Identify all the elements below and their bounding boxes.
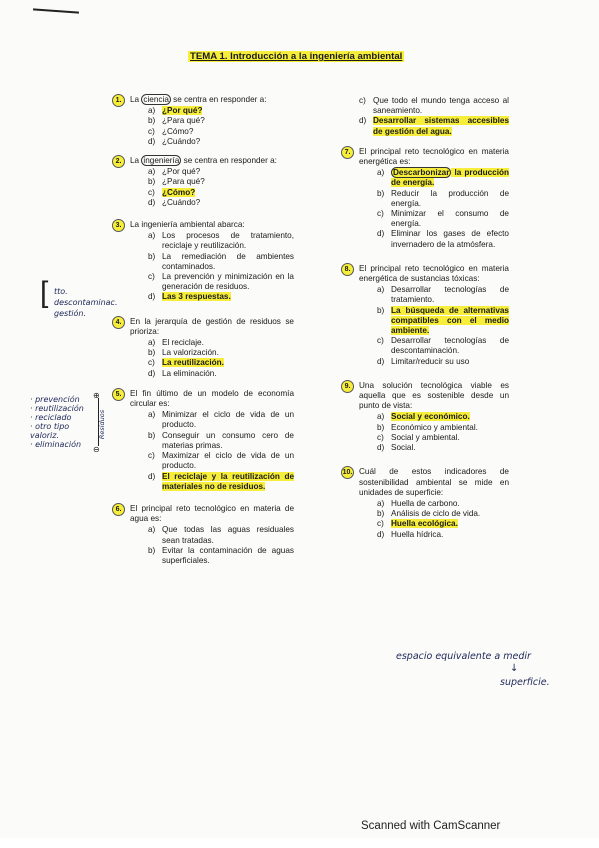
question-number: 10.	[341, 466, 354, 479]
option-item	[148, 369, 294, 379]
option-text	[391, 443, 509, 453]
option-text	[162, 410, 294, 430]
option-text-value: Minimizar el ciclo de vida de un producto.	[162, 410, 294, 430]
option-text-value: Conseguir un consumo cero de materias primas.	[162, 430, 294, 450]
option-text	[162, 348, 294, 358]
option-letter: c)	[148, 358, 155, 368]
option-text	[391, 519, 509, 529]
handwritten-note-q4-6: · eliminación	[30, 440, 82, 449]
question-text	[130, 317, 294, 337]
option-item	[377, 433, 509, 443]
circled-word: ingeniería	[143, 156, 180, 166]
option-text-value: La reutilización.	[162, 358, 224, 368]
pen-mark	[33, 8, 79, 13]
option-text-value: Las 3 respuestas.	[162, 292, 231, 302]
handwritten-note-q10-2: superficie.	[500, 677, 550, 688]
option-text	[162, 358, 294, 368]
option-item	[148, 167, 294, 177]
option-text-value: ¿Cómo?	[162, 187, 196, 197]
option-letter: a)	[377, 285, 385, 295]
option-text-value: Huella de carbono.	[391, 498, 460, 508]
question-text-before: El principal reto tecnológico en materia de agua es:	[130, 503, 294, 524]
options-list	[130, 338, 294, 379]
option-letter: a)	[148, 106, 156, 116]
handwritten-note-q4-5: valoriz.	[30, 431, 60, 440]
option-letter: a)	[377, 498, 385, 508]
option-letter: d)	[148, 471, 156, 481]
option-item	[377, 443, 509, 453]
option-text	[391, 336, 509, 356]
option-text	[162, 451, 294, 471]
option-letter: b)	[148, 177, 156, 187]
question-6-continuation	[341, 96, 509, 137]
option-item	[148, 188, 294, 198]
question-text	[130, 504, 294, 524]
options-list	[359, 412, 509, 453]
option-text	[391, 357, 509, 367]
question-number: 3.	[112, 219, 125, 232]
option-text-value: Que todas las aguas residuales sean tratadas.	[162, 525, 294, 545]
option-item	[377, 306, 509, 337]
option-item	[148, 338, 294, 348]
option-text	[162, 292, 294, 302]
option-item	[148, 451, 294, 471]
option-letter: a)	[377, 412, 385, 422]
option-text-value: Desarrollar tecnologías de descontaminación.	[391, 336, 509, 356]
option-text	[162, 198, 294, 208]
option-text	[162, 472, 294, 492]
handwritten-note-q3-2: descontaminac.	[54, 298, 118, 307]
option-item	[377, 357, 509, 367]
question-text	[130, 389, 294, 409]
option-text-value: ¿Para qué?	[162, 177, 205, 187]
question-item	[112, 220, 294, 303]
option-item	[148, 292, 294, 302]
option-letter: b)	[377, 305, 385, 315]
scanner-watermark: Scanned with CamScanner	[361, 820, 501, 832]
question-item	[112, 95, 294, 147]
options-list	[359, 285, 509, 367]
option-item	[148, 116, 294, 126]
handwritten-note-q4-2: · reutilización	[30, 404, 84, 413]
option-text-rest: la producción de energía.	[391, 168, 509, 188]
option-letter: b)	[377, 509, 385, 519]
option-text	[162, 546, 294, 566]
option-letter: d)	[377, 356, 385, 366]
option-letter: c)	[359, 96, 366, 105]
option-item	[148, 252, 294, 272]
option-text-value: Maximizar el ciclo de vida de un producto.	[162, 451, 294, 471]
option-letter: d)	[148, 136, 156, 146]
option-text-value: La prevención y minimización en la generación de residuos.	[162, 272, 294, 292]
options-list	[130, 231, 294, 302]
options-list	[359, 499, 509, 540]
option-item	[148, 198, 294, 208]
option-text	[391, 530, 509, 540]
option-item	[148, 272, 294, 292]
option-text	[391, 189, 509, 209]
options-list	[130, 106, 294, 147]
options-list	[130, 525, 294, 566]
option-text	[162, 338, 294, 348]
option-text-value: Eliminar los gases de efecto invernadero de la atmósfera.	[391, 229, 509, 249]
option-text-value: La eliminación.	[162, 368, 217, 378]
option-text	[162, 177, 294, 187]
option-text-value: Análisis de ciclo de vida.	[391, 509, 481, 519]
option-text-value: Social.	[391, 443, 416, 453]
question-text-before: En la jerarquía de gestión de residuos se prioriza:	[130, 316, 294, 336]
option-item	[359, 116, 509, 136]
circled-word: Descarbonizar	[393, 168, 450, 178]
option-item	[148, 546, 294, 566]
plus-icon: ⊕	[93, 391, 100, 400]
handwritten-note-q3-3: gestión.	[54, 309, 87, 318]
option-text-value: ¿Cuándo?	[162, 197, 201, 207]
question-text-before: El fin último de un modelo de economía circular es:	[130, 388, 294, 409]
right-column	[341, 95, 509, 549]
option-text	[391, 168, 509, 188]
option-text-value: Reducir la producción de energía.	[391, 188, 509, 208]
question-text-before: La	[130, 156, 142, 166]
option-letter: d)	[377, 443, 385, 453]
option-item	[377, 209, 509, 229]
option-text-value: ¿Para qué?	[162, 116, 205, 126]
option-item	[377, 285, 509, 305]
option-text	[391, 509, 509, 519]
option-item	[148, 431, 294, 451]
option-text	[162, 369, 294, 379]
option-letter: b)	[148, 430, 156, 440]
option-item	[148, 525, 294, 545]
option-text-value: ¿Por qué?	[162, 106, 203, 116]
option-text-value: El reciclaje y la reutilización de materiales no de residuos.	[162, 471, 294, 491]
question-text	[359, 381, 509, 412]
option-text	[162, 252, 294, 272]
option-text	[162, 525, 294, 545]
option-item	[377, 519, 509, 529]
option-letter: c)	[148, 272, 155, 282]
option-item	[148, 177, 294, 187]
option-text-value: Los procesos de tratamiento, reciclaje y reutilización.	[162, 231, 294, 251]
option-letter: d)	[377, 229, 385, 239]
option-item	[148, 137, 294, 147]
option-item	[377, 189, 509, 209]
question-number: 2.	[112, 155, 125, 168]
options-list	[130, 410, 294, 492]
option-item	[148, 127, 294, 137]
question-number: 4.	[112, 316, 125, 329]
handwritten-residuos: Residuos	[98, 409, 107, 440]
option-letter: d)	[148, 197, 156, 207]
option-text-value: Social y económico.	[391, 412, 470, 422]
option-letter: c)	[148, 187, 155, 197]
note-brace: [	[40, 276, 49, 309]
option-text-value: Que todo el mundo tenga acceso al saneamiento.	[373, 96, 509, 116]
question-text	[130, 156, 294, 166]
circled-word: ciencia	[143, 95, 169, 104]
option-letter: a)	[148, 410, 156, 420]
option-item	[377, 229, 509, 249]
option-text	[162, 106, 294, 116]
option-letter: c)	[377, 519, 384, 529]
handwritten-note-q4-3: · reciclado	[30, 413, 72, 422]
option-text-value: Económico y ambiental.	[391, 422, 478, 432]
question-text-before: Cuál de estos indicadores de sostenibilidad ambiental se mide en unidades de superficie:	[359, 467, 509, 497]
option-item	[377, 168, 509, 188]
question-number: 7.	[341, 146, 354, 159]
option-text	[373, 116, 509, 136]
option-letter: d)	[148, 368, 156, 378]
question-number: 9.	[341, 380, 354, 393]
scanner-bar	[0, 838, 599, 848]
option-text-value: Desarrollar tecnologías de tratamiento.	[391, 285, 509, 305]
page-title: TEMA 1. Introducción a la ingeniería ambiental	[190, 51, 403, 62]
option-letter: b)	[377, 422, 385, 432]
option-text-value: El reciclaje.	[162, 338, 204, 348]
option-letter: c)	[377, 432, 384, 442]
option-text	[373, 96, 509, 116]
question-text-before: La	[130, 95, 142, 104]
option-letter: b)	[377, 188, 385, 198]
option-text-value: ¿Por qué?	[162, 167, 201, 177]
option-text	[162, 431, 294, 451]
handwritten-note-q4-4: · otro tipo	[30, 422, 70, 431]
options-list	[359, 168, 509, 250]
option-letter: c)	[148, 126, 155, 136]
handwritten-note-q4-1: · prevención	[30, 395, 80, 404]
option-item	[148, 358, 294, 368]
question-text	[130, 220, 294, 230]
option-letter: a)	[377, 168, 385, 178]
question-item	[112, 156, 294, 208]
option-item	[377, 499, 509, 509]
option-text-value: Evitar la contaminación de aguas superficiales.	[162, 545, 294, 565]
option-text-value: ¿Cómo?	[162, 126, 194, 136]
option-item	[359, 96, 509, 116]
option-text-value: Huella hídrica.	[391, 529, 444, 539]
option-text	[391, 229, 509, 249]
option-letter: b)	[148, 251, 156, 261]
option-item	[148, 231, 294, 251]
option-text	[162, 116, 294, 126]
question-item	[112, 504, 294, 566]
option-text-value: Limitar/reducir su uso	[391, 356, 470, 366]
option-text-value: ¿Cuándo?	[162, 136, 201, 146]
question-number: 5.	[112, 388, 125, 401]
arrow-down-icon: ↓	[510, 663, 519, 674]
question-number: 8.	[341, 263, 354, 276]
question-text	[359, 147, 509, 167]
question-text	[130, 95, 294, 105]
option-text	[391, 209, 509, 229]
option-text	[162, 272, 294, 292]
options-list	[130, 167, 294, 208]
minus-icon: ⊖	[93, 445, 100, 454]
option-text	[162, 188, 294, 198]
option-letter: a)	[148, 525, 156, 535]
option-letter: a)	[148, 231, 156, 241]
option-letter: c)	[377, 336, 384, 346]
option-letter: a)	[148, 338, 156, 348]
option-text-value: Minimizar el consumo de energía.	[391, 209, 509, 229]
option-text	[391, 433, 509, 443]
question-item	[341, 147, 509, 250]
option-item	[377, 530, 509, 540]
option-item	[377, 336, 509, 356]
option-item	[377, 423, 509, 433]
question-item	[341, 264, 509, 367]
option-text-value: La valorización.	[162, 348, 219, 358]
option-letter: b)	[148, 348, 156, 358]
question-text	[359, 264, 509, 284]
question-text-after: se centra en responder a:	[181, 156, 277, 166]
handwritten-note-q10: espacio equivalente a medir	[396, 651, 531, 662]
option-letter: b)	[148, 545, 156, 555]
option-item	[377, 509, 509, 519]
option-text-value: Desarrollar sistemas accesibles de gestión del agua.	[373, 116, 509, 136]
option-letter: d)	[359, 116, 367, 126]
option-letter: d)	[148, 292, 156, 302]
question-text-before: El principal reto tecnológico en materia energética es:	[359, 146, 509, 167]
option-text	[391, 499, 509, 509]
option-item	[148, 106, 294, 116]
question-text-before: Una solución tecnológica viable es aquella que es sostenible desde un punto de vista:	[359, 380, 509, 411]
handwritten-note-q3-1: tto.	[54, 287, 68, 296]
option-text	[162, 167, 294, 177]
question-text-before: La ingeniería ambiental abarca:	[130, 220, 245, 230]
question-number: 1.	[112, 94, 125, 107]
option-text	[391, 285, 509, 305]
option-letter: b)	[148, 116, 156, 126]
question-text	[359, 467, 509, 498]
option-letter: c)	[377, 209, 384, 219]
option-text-value: Huella ecológica.	[391, 519, 458, 529]
question-text-before: El principal reto tecnológico en materia energética de sustancias tóxicas:	[359, 263, 509, 284]
option-text	[162, 127, 294, 137]
option-letter: a)	[148, 167, 156, 177]
option-text	[391, 423, 509, 433]
option-text	[162, 231, 294, 251]
option-text	[391, 306, 509, 337]
option-text-value: La remediación de ambientes contaminados.	[162, 251, 294, 271]
left-column	[112, 95, 294, 575]
question-number: 6.	[112, 503, 125, 516]
question-item	[341, 381, 509, 453]
option-letter: c)	[148, 451, 155, 461]
question-item	[341, 467, 509, 539]
option-text-value: La búsqueda de alternativas compatibles con el medio ambiente.	[391, 305, 509, 336]
option-item	[377, 412, 509, 422]
option-text	[391, 412, 509, 422]
option-letter: d)	[377, 529, 385, 539]
option-item	[148, 472, 294, 492]
option-text-value: Social y ambiental.	[391, 432, 460, 442]
question-item	[112, 317, 294, 379]
option-item	[148, 410, 294, 430]
option-text	[162, 137, 294, 147]
question-text-after: se centra en responder a:	[170, 95, 267, 104]
option-item	[148, 348, 294, 358]
question-item	[112, 389, 294, 492]
